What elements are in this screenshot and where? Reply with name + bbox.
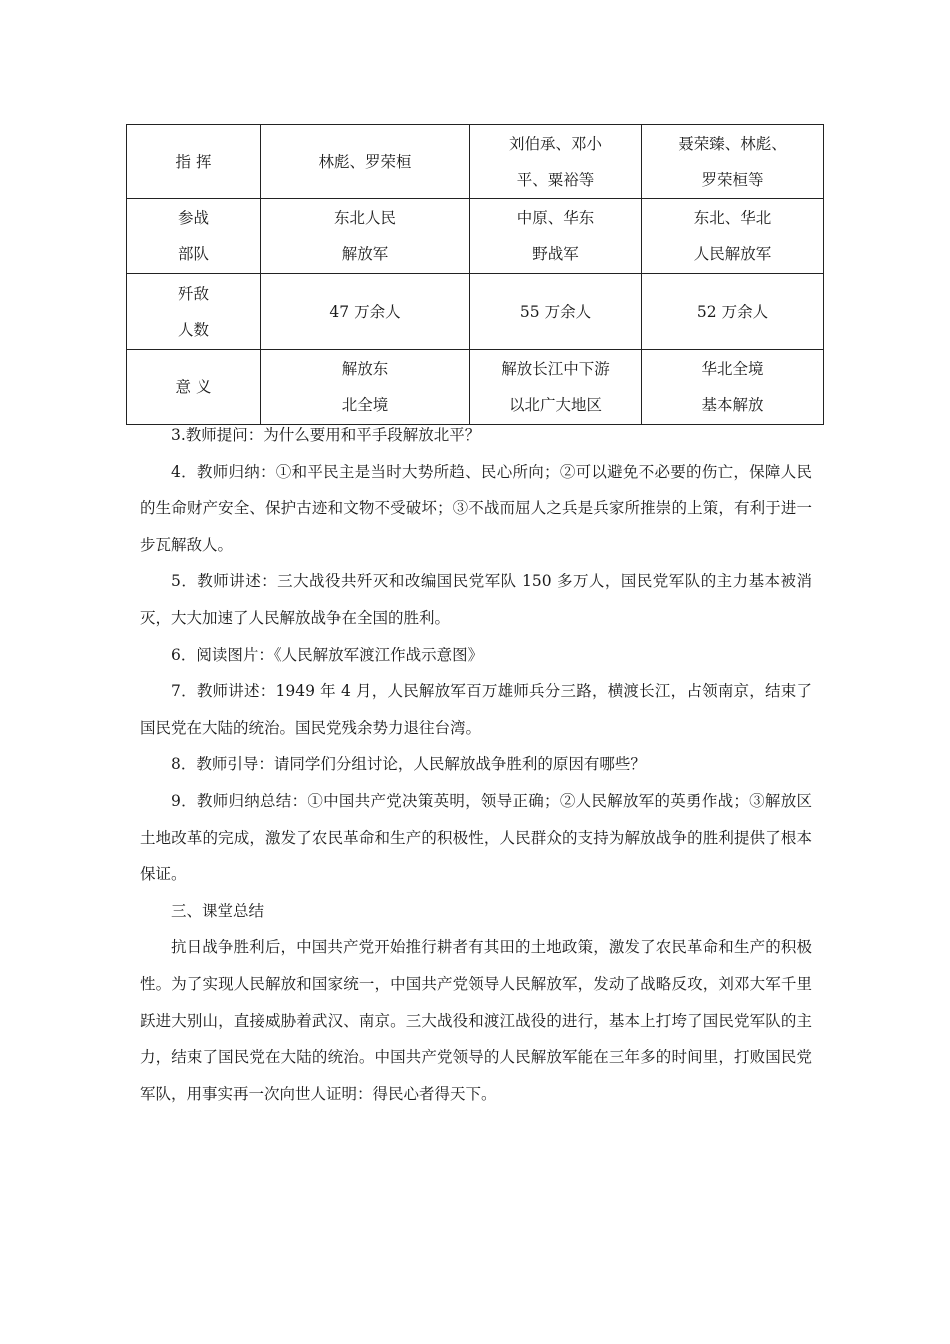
- cell-liaoshen-significance: 解放东 北全境: [261, 350, 470, 425]
- cell-huaihai-commander: 刘伯承、邓小 平、粟裕等: [470, 125, 642, 199]
- row-label-troops: 参战 部队: [127, 199, 261, 274]
- cell-pingjin-significance: 华北全境 基本解放: [642, 350, 824, 425]
- cell-pingjin-enemy-killed: 52 万余人: [642, 274, 824, 350]
- cell-pingjin-commander: 聂荣臻、林彪、 罗荣桓等: [642, 125, 824, 199]
- table-row-enemy-killed: [127, 274, 824, 350]
- row-label-commander: 指 挥: [127, 125, 261, 199]
- paragraph-class-summary: 抗日战争胜利后，中国共产党开始推行耕者有其田的土地政策，激发了农民革命和生产的积极性。为了实现人民解放和国家统一，中国共产党领导人民解放军，发动了战略反攻，刘邓大军千里跃进大别山，直接威胁着武汉、南京。三大战役和渡江战役的进行，基本上打垮了国民党军队的主力，结束了国民党在大陆的统治。中国共产党领导的人民解放军能在三年多的时间里，打败国民党军队，用事实再一次向世人证明：得民心者得天下。: [140, 938, 812, 1103]
- row-label-enemy-killed: 歼敌 人数: [127, 274, 261, 350]
- body-text: [140, 417, 812, 1112]
- row-label-significance: 意 义: [127, 350, 261, 425]
- cell-pingjin-troops: 东北、华北 人民解放军: [642, 199, 824, 274]
- table-row-troops: [127, 199, 824, 274]
- cell-huaihai-enemy-killed: 55 万余人: [470, 274, 642, 350]
- battle-table: [126, 124, 824, 425]
- cell-liaoshen-commander: 林彪、罗荣桓: [261, 125, 470, 199]
- table-row-commander: [127, 125, 824, 199]
- table-row-significance: [127, 350, 824, 425]
- cell-liaoshen-enemy-killed: 47 万余人: [261, 274, 470, 350]
- paragraph-teacher-guidance: 8．教师引导：请同学们分组讨论，人民解放战争胜利的原因有哪些？: [171, 755, 646, 774]
- paragraph-teacher-narration-crossing: 7．教师讲述：1949 年 4 月，人民解放军百万雄师兵分三路，横渡长江，占领南京，结束了国民党在大陆的统治。国民党残余势力退往台湾。: [140, 682, 812, 737]
- paragraph-teacher-conclusion: 9．教师归纳总结：①中国共产党决策英明，领导正确；②人民解放军的英勇作战；③解放区土地改革的完成，激发了农民革命和生产的积极性，人民群众的支持为解放战争的胜利提供了根本保证。: [140, 791, 812, 884]
- paragraph-teacher-question: 3.教师提问：为什么要用和平手段解放北平？: [171, 426, 481, 444]
- paragraph-teacher-summary-peace: 4．教师归纳：①和平民主是当时大势所趋、民心所向；②可以避免不必要的伤亡，保障人民的生命财产安全、保护古迹和文物不受破坏；③不战而屈人之兵是兵家所推崇的上策，有利于进一步瓦解敌人。: [140, 462, 812, 554]
- section-heading-class-summary: 三、课堂总结: [171, 901, 265, 920]
- paragraph-teacher-narration-campaigns: 5．教师讲述：三大战役共歼灭和改编国民党军队 150 多万人，国民党军队的主力基本被消灭，大大加速了人民解放战争在全国的胜利。: [140, 572, 812, 627]
- cell-huaihai-troops: 中原、华东 野战军: [470, 199, 642, 274]
- cell-liaoshen-troops: 东北人民 解放军: [261, 199, 470, 274]
- cell-huaihai-significance: 解放长江中下游 以北广大地区: [470, 350, 642, 425]
- paragraph-read-picture: 6．阅读图片：《人民解放军渡江作战示意图》: [171, 645, 484, 664]
